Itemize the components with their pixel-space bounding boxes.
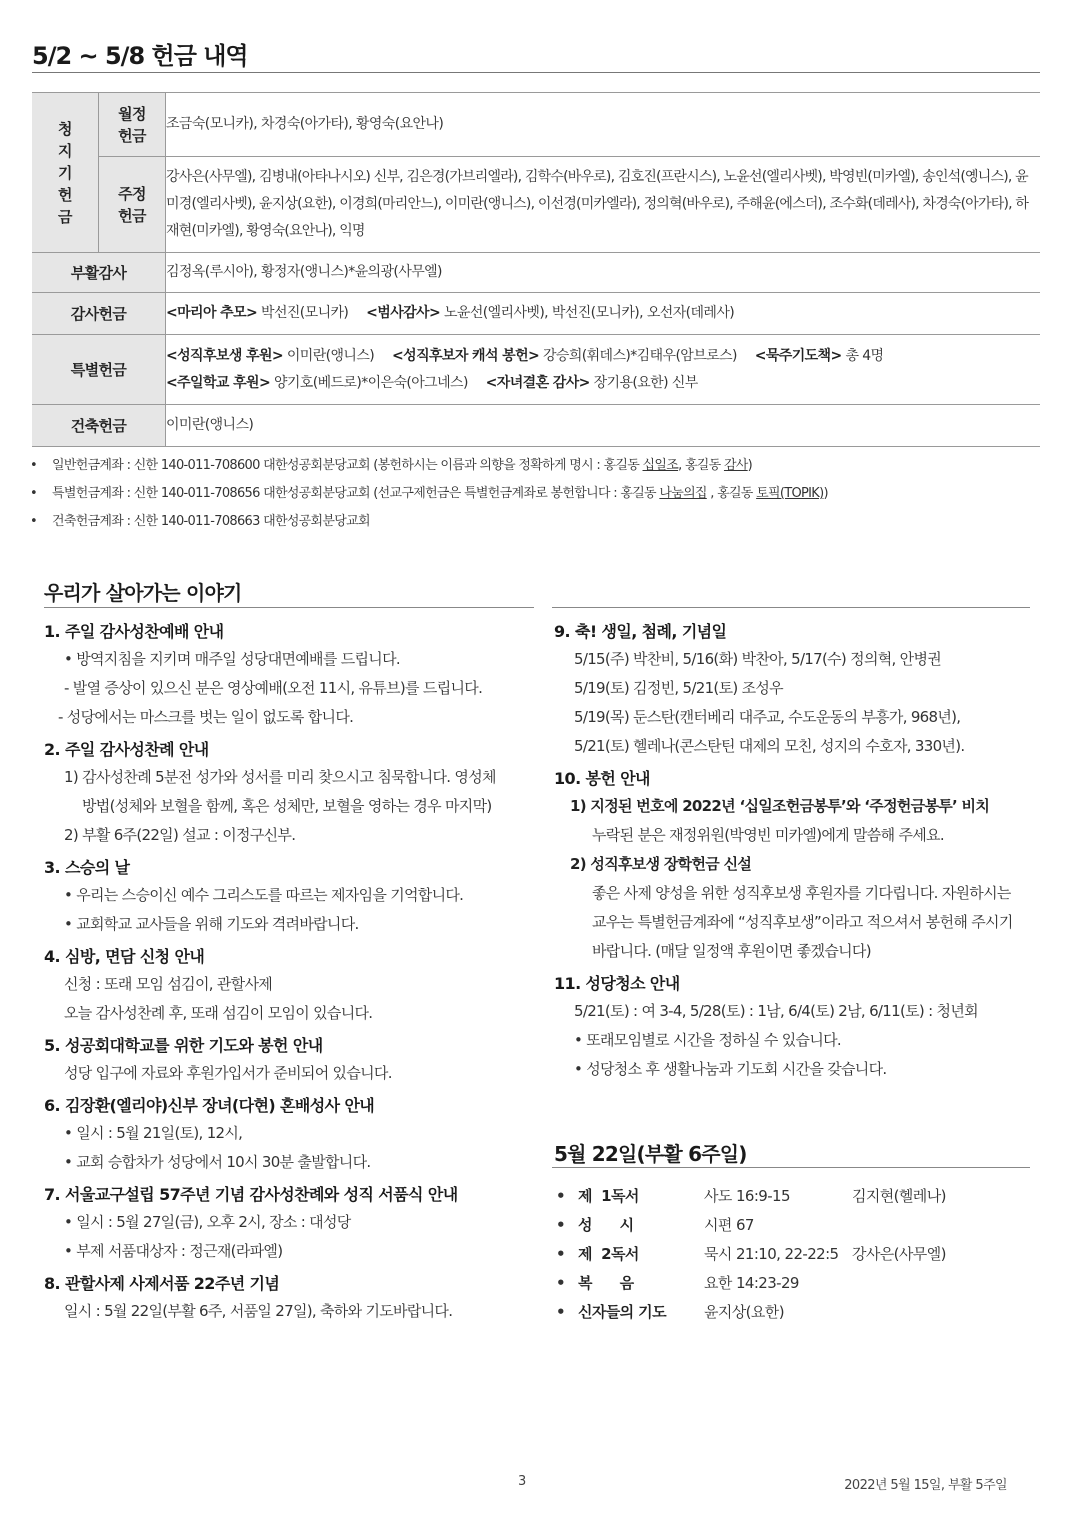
story-item: 4. 심방, 면담 신청 안내 신청 : 또래 모임 섬김이, 관할사제 오늘 감사성찬례 후, 또래 섬김이 모임이 있습니다.: [44, 943, 544, 1028]
bullet-icon: •: [556, 1245, 565, 1263]
building-value: 이미란(앵니스): [166, 405, 1041, 447]
stories-rule-right: [552, 607, 1030, 608]
story-heading: 8. 관할사제 사제서품 22주년 기념: [44, 1274, 280, 1293]
monthly-value: 조금숙(모니카), 차경숙(아가타), 황영숙(요안나): [166, 93, 1041, 157]
page-number: 3: [518, 1474, 527, 1489]
bullet-icon: •: [556, 1303, 565, 1321]
special-tag: <묵주기도책>: [754, 347, 842, 364]
building-label: 건축헌금: [32, 405, 166, 447]
special-label: 특별헌금: [32, 335, 166, 405]
story-heading: 2. 주일 감사성찬례 안내: [44, 740, 209, 759]
readings-title: 5월 22일(부활 6주일): [554, 1142, 747, 1166]
special-tag: <주일학교 후원>: [166, 374, 271, 391]
story-heading: 3. 스승의 날: [44, 858, 130, 877]
story-item: 10. 봉헌 안내 1) 지정된 번호에 2022년 ‘십일조헌금봉투’와 ‘주정헌금봉투’ 비치 누락된 분은 재정위원(박영빈 미카엘)에게 말씀해 주세요. 2) 성직후보생 장학헌금 신설 좋은 사제 양성을 위한 성직후보생 후원자를 기다립니다. 자원하시는 교우는 특별헌금계좌에 “성직후보생”이라고 적으셔서 봉헌해 주시기 바랍니다. (매달 일정액 후원이면 좋겠습니다): [554, 765, 1040, 966]
resurrection-label: 부활감사: [32, 253, 166, 293]
stories-right-column: [554, 618, 1040, 1088]
bullet-icon: •: [556, 1187, 565, 1205]
weekly-value: 강사은(사무엘), 김병내(아타나시오) 신부, 김은경(가브리엘라), 김학수(바우로), 김호진(프란시스), 노윤선(엘리사벳), 박영빈(미카엘), 송인석(옝니스), 윤미경(엘리사벳), 윤지상(요한), 이경희(마리안느), 이미란(앵니스), 이선경(미카엘라), 정의혁(바우로), 주해윤(에스더), 조수화(데레사), 차경숙(아가타), 하재현(미카엘), 황영숙(요안나), 익명: [166, 157, 1041, 253]
special-line-1: [166, 343, 1040, 370]
thanks-tag: <범사감사>: [366, 305, 441, 321]
stories-title: 우리가 살아가는 이야기: [44, 581, 242, 605]
resurrection-value: 김정옥(루시아), 황정자(앵니스)*윤의광(사무엘): [166, 253, 1041, 293]
account-note-building: • 건축헌금계좌 : 신한 140-011-708663 대한성공회분당교회: [30, 511, 828, 539]
story-heading: 11. 성당청소 안내: [554, 974, 680, 993]
special-tag: <자녀결혼 감사>: [485, 374, 590, 391]
special-value: [166, 335, 1041, 405]
story-item: 9. 축! 생일, 첨례, 기념일 5/15(주) 박찬비, 5/16(화) 박찬아, 5/17(수) 정의혁, 안병권 5/19(토) 김정빈, 5/21(토) 조성우 5/19(목) 둔스탄(캔터베리 대주교, 수도운동의 부흥가, 968년), 5/21(토) 헬레나(콘스탄틴 대제의 모친, 성지의 수호자, 330년).: [554, 618, 1040, 761]
story-heading: 6. 김장환(엘리야)신부 장녀(다현) 혼배성사 안내: [44, 1096, 375, 1115]
tithe-group-label: 청 지 기 헌 금: [32, 93, 99, 253]
thanks-names: 박선진(모니카): [261, 305, 349, 321]
bullet-icon: •: [30, 458, 37, 473]
special-names: 양기호(베드로)*이은숙(아그네스): [273, 374, 468, 391]
story-heading: 1. 주일 감사성찬예배 안내: [44, 622, 224, 641]
special-tag: <성직후보생 후원>: [166, 347, 284, 364]
special-names: 이미란(앵니스): [286, 347, 375, 364]
story-item: 3. 스승의 날 • 우리는 스승이신 예수 그리스도를 따르는 제자임을 기억합니다. • 교회학교 교사들을 위해 기도와 격려바랍니다.: [44, 854, 544, 939]
bullet-icon: •: [556, 1216, 565, 1234]
readings-rule: [552, 1167, 1030, 1168]
story-heading: 10. 봉헌 안내: [554, 769, 650, 788]
account-note-general: • 일반헌금계좌 : 신한 140-011-708600 대한성공회분당교회 (봉헌하시는 이름과 의향을 정확하게 명시 : 홍길동 십일조, 홍길동 감사): [30, 455, 828, 483]
weekly-label: 주정 헌금: [99, 157, 166, 253]
story-heading: 4. 심방, 면담 신청 안내: [44, 947, 205, 966]
footer-date: 2022년 5월 15일, 부활 5주일: [844, 1478, 1007, 1493]
page-title: 5/2 ~ 5/8 헌금 내역: [32, 42, 248, 70]
story-item: 6. 김장환(엘리야)신부 장녀(다현) 혼배성사 안내 • 일시 : 5월 21일(토), 12시, • 교회 승합차가 성당에서 10시 30분 출발합니다.: [44, 1092, 544, 1177]
story-item: 11. 성당청소 안내 5/21(토) : 여 3-4, 5/28(토) : 1남, 6/4(토) 2남, 6/11(토) : 청년회 • 또래모임별로 시간을 정하실 수 있습니다. • 성당청소 후 생활나눔과 기도회 시간을 갖습니다.: [554, 970, 1040, 1084]
bullet-icon: •: [30, 514, 37, 529]
title-divider: [32, 72, 1040, 73]
special-names: 총 4명: [845, 347, 884, 364]
stories-left-column: [44, 618, 544, 1330]
stories-rule: [44, 607, 534, 608]
special-tag: <성직후보자 캐석 봉헌>: [392, 347, 540, 364]
thanks-names: 노윤선(엘리사벳), 박선진(모니카), 오선자(데레사): [443, 305, 735, 321]
story-heading: 7. 서울교구설립 57주년 기념 감사성찬례와 성직 서품식 안내: [44, 1185, 458, 1204]
offering-table: [32, 92, 1040, 447]
story-item: 8. 관할사제 사제서품 22주년 기념 일시 : 5월 22일(부활 6주, 서품일 27일), 축하와 기도바랍니다.: [44, 1270, 544, 1326]
thanks-label: 감사헌금: [32, 293, 166, 335]
story-item: 1. 주일 감사성찬예배 안내 • 방역지침을 지키며 매주일 성당대면예배를 드립니다. - 발열 증상이 있으신 분은 영상예배(오전 11시, 유튜브)를 드립니다. - 성당에서는 마스크를 벗는 일이 없도록 합니다.: [44, 618, 544, 732]
account-note-special: • 특별헌금계좌 : 신한 140-011-708656 대한성공회분당교회 (선교구제헌금은 특별헌금계좌로 봉헌합니다 : 홍길동 나눔의집 , 홍길동 토픽(TOPIK)): [30, 483, 828, 511]
bullet-icon: •: [556, 1274, 565, 1292]
bullet-icon: •: [30, 486, 37, 501]
special-names: 강승희(휘데스)*김태우(암브로스): [543, 347, 737, 364]
special-names: 장기용(요한) 신부: [593, 374, 698, 391]
monthly-label: 월정 헌금: [99, 93, 166, 157]
thanks-tag: <마리아 추모>: [166, 305, 258, 321]
account-notes: [30, 455, 828, 539]
thanks-value: [166, 293, 1041, 335]
story-item: 7. 서울교구설립 57주년 기념 감사성찬례와 성직 서품식 안내 • 일시 : 5월 27일(금), 오후 2시, 장소 : 대성당 • 부제 서품대상자 : 정근재(라파엘): [44, 1181, 544, 1266]
story-heading: 9. 축! 생일, 첨례, 기념일: [554, 622, 727, 641]
story-heading: 5. 성공회대학교를 위한 기도와 봉헌 안내: [44, 1036, 323, 1055]
special-line-2: [166, 370, 1040, 397]
story-item: 2. 주일 감사성찬례 안내 1) 감사성찬례 5분전 성가와 성서를 미리 찾으시고 침묵합니다. 영성체 방법(성체와 보혈을 함께, 혹은 성체만, 보혈을 영하는 경우 마지막) 2) 부활 6주(22일) 설교 : 이정구신부.: [44, 736, 544, 850]
story-item: 5. 성공회대학교를 위한 기도와 봉헌 안내 성당 입구에 자료와 후원가입서가 준비되어 있습니다.: [44, 1032, 544, 1088]
